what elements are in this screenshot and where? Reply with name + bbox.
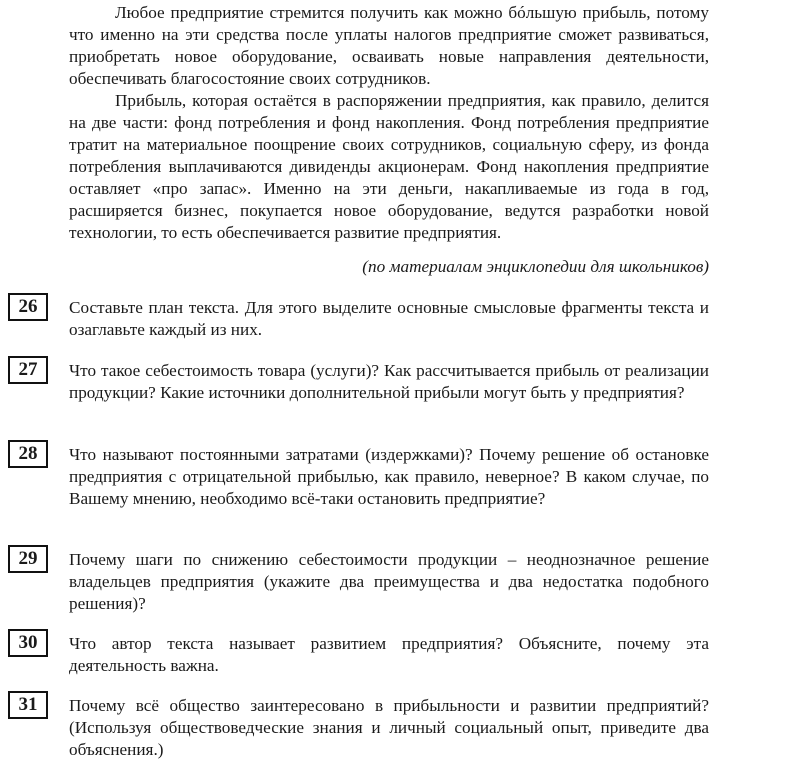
question-number-box: 28 [8,440,48,468]
question-text: Что автор текста называет развитием предприятия? Объясните, почему эта деятельность важна. [69,634,709,675]
question-text: Что такое себестоимость товара (услуги)? Как рассчитывается прибыль от реализации продукции? Какие источники дополнительной прибыли могут быть у предприятия? [69,361,709,402]
question-number-box: 31 [8,691,48,719]
question-number-box: 26 [8,293,48,321]
passage-paragraph-2: Прибыль, которая остаётся в распоряжении предприятия, как правило, делится на две части: фонд потребления и фонд накопления. Фонд потребления предприятие тратит на материальное поощрение своих сотрудников, социальную сферу, из фонда потребления выплачиваются дивиденды акционерам. Фонд накопления предприятие оставляет «про запас». Именно на эти деньги, накапливаемые из года в год, расширяется бизнес, покупается новое оборудование, ведутся разработки новой технологии, то есть обеспечивается развитие предприятия. [69,91,709,242]
passage-source: (по материалам энциклопедии для школьников) [362,257,709,276]
passage-paragraph-1: Любое предприятие стремится получить как можно бóльшую прибыль, потому что именно на эти средства после уплаты налогов предприятие сможет развиваться, приобретать новое оборудование, осваивать новые направления деятельности, обеспечивать благосостояние своих сотрудников. [69,3,709,88]
passage [69,2,709,244]
question-text: Что называют постоянными затратами (издержками)? Почему решение об остановке предприятия с отрицательной прибылью, как правило, неверное? В каком случае, по Вашему мнению, необходимо всё-таки остановить предприятие? [69,445,709,508]
question-text: Почему всё общество заинтересовано в прибыльности и развитии предприятий? (Используя обществоведческие знания и личный социальный опыт, приведите два объяснения.) [69,696,709,759]
question-text: Почему шаги по снижению себестоимости продукции – неоднозначное решение владельцев предприятия (укажите два преимущества и два недостатка подобного решения)? [69,550,709,613]
question-number-box: 29 [8,545,48,573]
question-number-box: 27 [8,356,48,384]
question-number-box: 30 [8,629,48,657]
question-text: Составьте план текста. Для этого выделите основные смысловые фрагменты текста и озаглавьте каждый из них. [69,298,709,339]
